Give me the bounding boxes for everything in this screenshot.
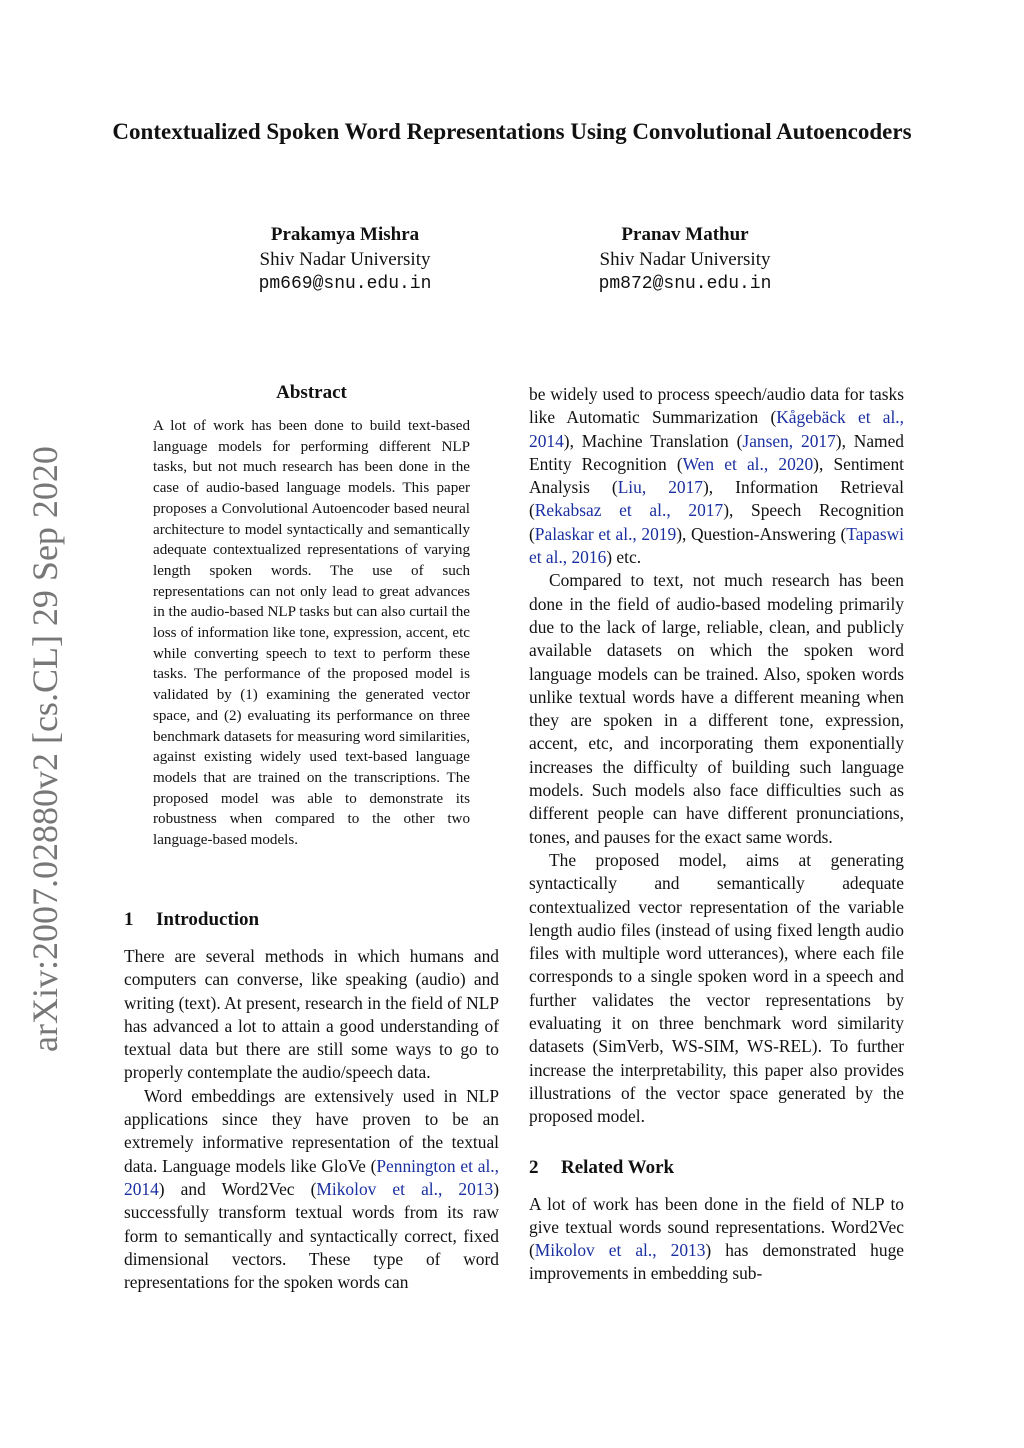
text-run: ), Machine Translation ( [563,430,743,451]
author-affiliation: Shiv Nadar University [599,249,771,270]
citation-link[interactable]: Kågebäck et al., 2014 [529,407,904,451]
text-run: ), Information Retrieval ( [529,477,904,521]
citation-link[interactable]: Jansen, 2017 [742,430,836,451]
section-title: Related Work [561,1156,675,1178]
author-email[interactable]: pm872@snu.edu.in [598,274,772,294]
text-run: ), Sentiment Analysis ( [529,453,904,498]
author-block-1 [195,222,495,297]
related-work-paragraph-1 [529,1193,904,1286]
right-column [529,383,904,1286]
intro-paragraph-1: There are several methods in which humans and computers can converse, like speaking (audio) and writing (text). At present, research in the field of NLP has advanced a lot to attain a good understanding of textual data but there are still some ways to go to properly contemplate the audio/speech data. [124,946,499,1083]
abstract-section [153,382,470,851]
text-run: ), Question-Answering ( [676,523,847,544]
text-run: ) has demonstrated huge improvements in embedding sub- [529,1240,904,1284]
citation-link[interactable]: Palaskar et al., 2019 [534,523,677,544]
citation-link[interactable]: Wen et al., 2020 [682,453,814,474]
right-paragraph-1 [529,383,904,569]
right-paragraph-3: The proposed model, aims at generating syntactically and semantically adequate contextualized vector representation of the variable length audio files (instead of using fixed length audio files with multiple word utterances), where each file corresponds to a single spoken word in a speech and further validates the vector representations by evaluating it on three benchmark word similarity datasets (SimVerb, WS-SIM, WS-REL). To further increase the interpretability, this paper also provides illustrations of the vector space generated by the proposed model. [529,849,904,1127]
right-paragraph-2: Compared to text, not much research has been done in the field of audio-based modeling primarily due to the lack of large, reliable, clean, and publicly available datasets on which the spoken word language models can be trained. Also, spoken words unlike textual words have a different meaning when they are spoken in a different tone, expression, accent, etc, and incorporating them exponentially increases the difficulty of building such language models. Such models also face difficulties such as different people can have different pronunciations, tones, and pauses for the exact same words. [529,570,904,847]
citation-link[interactable]: Pennington et al., 2014 [124,1155,500,1199]
author-affiliation: Shiv Nadar University [259,249,431,270]
author-name: Prakamya Mishra [270,224,420,245]
citation-link[interactable]: Mikolov et al., 2013 [534,1240,706,1261]
related-work-heading [529,1155,904,1181]
text-run: ) and Word2Vec ( [158,1178,317,1199]
abstract-heading: Abstract [276,382,347,403]
author-name: Pranav Mathur [621,224,749,245]
citation-link[interactable]: Tapaswi et al., 2016 [529,523,904,568]
section-title: Introduction [156,909,260,930]
text-run: ), Speech Recognition ( [529,500,904,544]
citation-link[interactable]: Mikolov et al., 2013 [316,1178,494,1199]
author-email[interactable]: pm669@snu.edu.in [258,274,432,294]
text-run: ), Named Entity Recognition ( [529,430,904,474]
introduction-heading [124,907,499,933]
author-block-2 [535,222,835,297]
arxiv-stamp: arXiv:2007.02880v2 [cs.CL] 29 Sep 2020 [25,446,65,1052]
text-run: ) successfully transform textual words from its raw form to semantically and syntactically correct, fixed dimensional vectors. These type of word representations for the spoken words can [124,1178,499,1293]
left-column [124,907,499,1294]
abstract-text: A lot of work has been done to build text-based language models for performing different NLP tasks, but not much research has been done in the case of audio-based language models. This paper proposes a Convolutional Autoencoder based neural architecture to model syntactically and semantically adequate contextualized representations of varying length spoken words. The use of such representations can not only lead to great advances in the audio-based NLP tasks but can also curtail the loss of information like tone, expression, accent, etc while converting speech to text to perform these tasks. The performance of the proposed model is validated by (1) examining the generated vector space, and (2) evaluating its performance on three benchmark datasets for measuring word similarities, against existing widely used text-based language models that are trained on the transcriptions. The proposed model was able to demonstrate its robustness when compared to the other two language-based models. [153,418,470,849]
citation-link[interactable]: Rekabsaz et al., 2017 [534,500,724,521]
paper-title: Contextualized Spoken Word Representations Using Convolutional Autoencoders [112,119,912,144]
text-run: be widely used to process speech/audio data for tasks like Automatic Summarization ( [529,384,904,428]
text-run: Word embeddings are extensively used in NLP applications since they have proven to be an extremely informative representation of the textual data. Language models like GloVe ( [124,1085,499,1176]
citation-link[interactable]: Liu, 2017 [617,477,703,498]
text-run: ) etc. [606,547,642,568]
section-number: 2 [529,1156,539,1178]
section-number: 1 [124,909,134,930]
intro-paragraph-2 [124,1085,499,1295]
text-run: A lot of work has been done in the field of NLP to give textual words sound representations. Word2Vec ( [529,1193,904,1261]
